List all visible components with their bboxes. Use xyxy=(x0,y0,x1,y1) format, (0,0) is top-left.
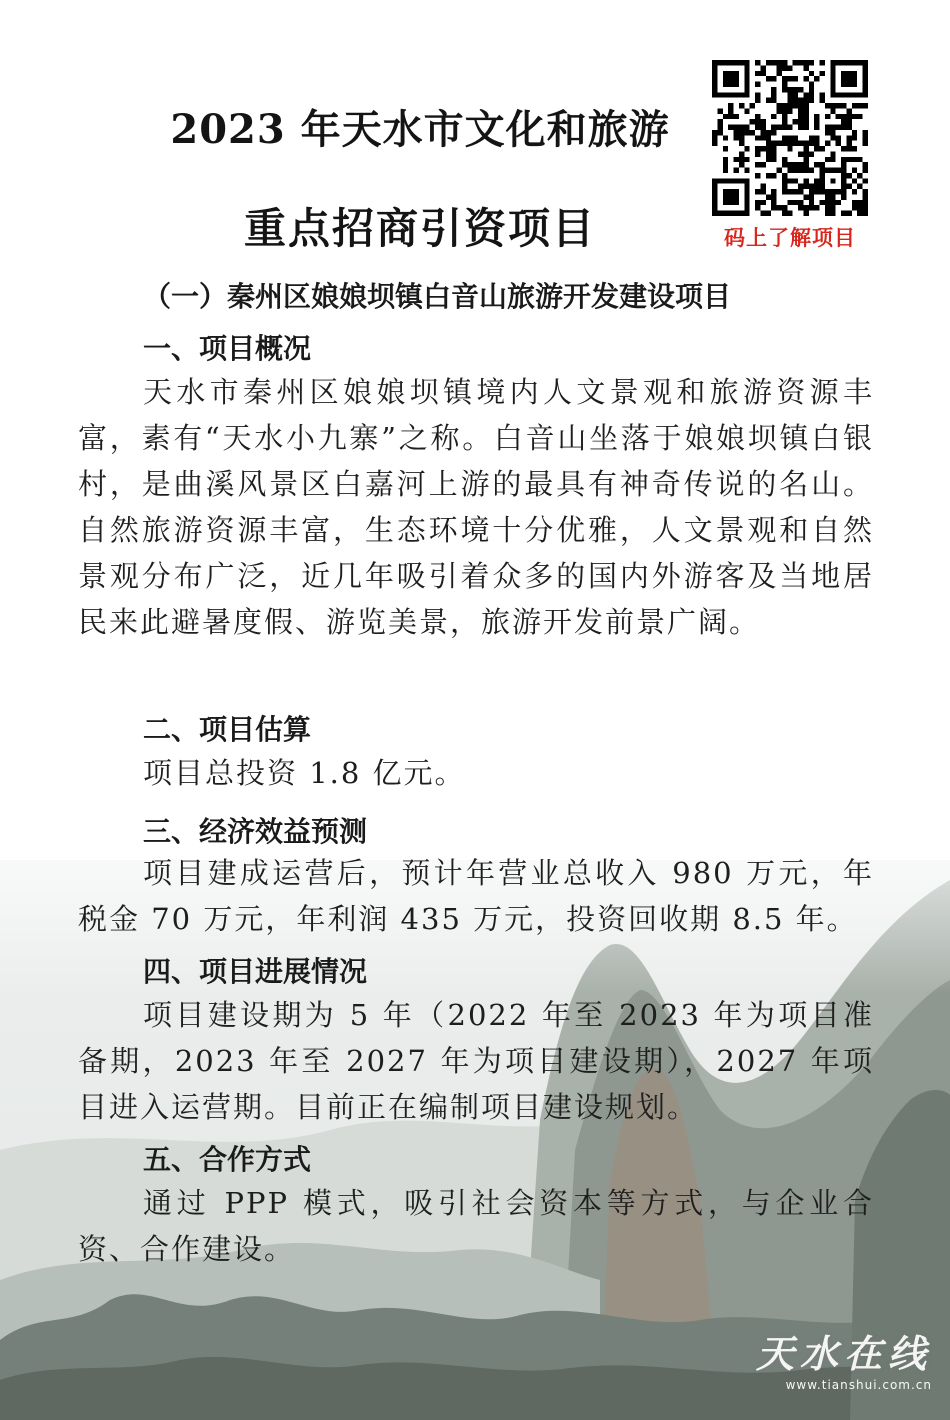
section-body-cooperation: 通过 PPP 模式，吸引社会资本等方式，与企业合资、合作建设。 xyxy=(78,1186,874,1266)
section-body-estimate: 项目总投资 1.8 亿元。 xyxy=(143,756,466,790)
project-title: （一）秦州区娘娘坝镇白音山旅游开发建设项目 xyxy=(143,280,732,313)
section-body-overview: 天水市秦州区娘娘坝镇境内人文景观和旅游资源丰富，素有“天水小九寨”之称。白音山坐落于娘娘坝镇白银村，是曲溪风景区白嘉河上游的最具有神奇传说的名山。自然旅游资源丰富，生态环境十分优雅，人文景观和自然景观分布广泛，近几年吸引着众多的国内外游客及当地居民来此避暑度假、游览美景，旅游开发前景广阔。 xyxy=(78,375,874,639)
watermark-logo: 天水在线 xyxy=(755,1332,932,1376)
section-heading-overview: 一、项目概况 xyxy=(143,332,312,365)
section-heading-economic-benefit: 三、经济效益预测 xyxy=(143,815,368,848)
section-body-economic-benefit: 项目建成运营后，预计年营业总收入 980 万元，年税金 70 万元，年利润 435 万元，投资回收期 8.5 年。 xyxy=(78,856,874,936)
section-heading-estimate: 二、项目估算 xyxy=(143,713,312,746)
qr-code-image[interactable] xyxy=(712,60,868,216)
title-line-1: 2023 年天水市文化和旅游 xyxy=(170,106,670,153)
site-watermark xyxy=(756,1323,932,1392)
qr-caption: 码上了解项目 xyxy=(724,226,856,250)
watermark-url: www.tianshui.com.cn xyxy=(785,1378,932,1392)
qr-code-block[interactable] xyxy=(712,60,872,252)
section-heading-cooperation: 五、合作方式 xyxy=(143,1143,312,1176)
section-body-progress: 项目建设期为 5 年（2022 年至 2023 年为项目准备期，2023 年至 2027 年为项目建设期），2027 年项目进入运营期。目前正在编制项目建设规划。 xyxy=(78,998,874,1124)
title-line-2: 重点招商引资项目 xyxy=(243,204,596,253)
section-heading-progress: 四、项目进展情况 xyxy=(143,955,368,988)
